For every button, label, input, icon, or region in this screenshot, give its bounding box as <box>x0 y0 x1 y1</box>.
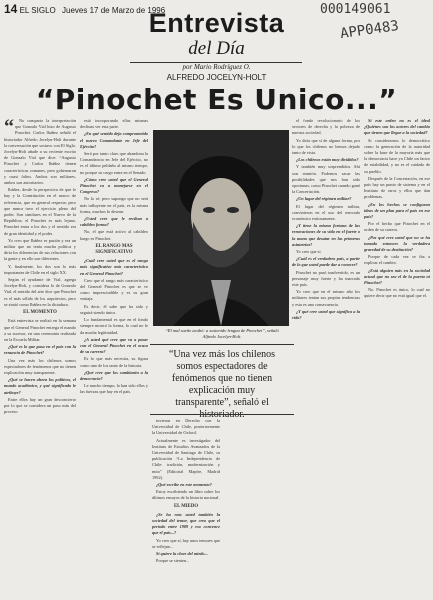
interviewee-name: ALFREDO JOCELYN-HOLT <box>166 73 267 82</box>
paragraph: Estoy escribiendo un libro sobre los últimos ensayos de la historia nacional. <box>152 489 220 501</box>
paragraph: Lo fundamental es que en el fondo siempre mostró la forma, lo cual no le da mucha legitimidad. <box>80 317 148 335</box>
paragraph: No comparto la interpretación que Gonzalo Vial hizo de Augusto Pinochet. Carlos Ibáñez señaló el historiador Alfredo Jocelyn-Holt durante la conversación que sostuvo con El Siglo. Jocelyn-Holt añade a su reciente escrito de Gonzalo Vial que dice: “Augusto Pinochet y Carlos Ibáñez tienen características comunes, pero gobernaron y cuasi faltos. Ambos son militares, ambos son autoritarios. <box>4 118 76 186</box>
paragraph: Está entrevista se realizó en la semana que el General Pinochet entrega el mando a su sucesor, en una ceremonia realizada en la Escuela Militar. <box>4 318 76 342</box>
paragraph: Creo que el rango más característico del General Pinochet es que se ve como imprescindible y es su gran ventaja. <box>80 277 148 302</box>
column-1 <box>4 118 76 596</box>
handwritten-code: APP0483 <box>339 17 400 43</box>
paragraph: Yo creo que Ibáñez es pasión y era un militar que no tenía mucha política y diría los diferencias de sus relaciones con la gente y en ello son diferentes. <box>4 237 76 262</box>
issue-date: Jueves 17 de Marzo de 1996 <box>62 6 166 15</box>
interview-question: ¿Un lugar del régimen militar? <box>296 196 352 202</box>
subheading: EL MOMENTO <box>23 310 57 316</box>
paragraph: Yo creo que sí. <box>296 249 322 255</box>
paragraph: Pinochet no pasó inadvertido, es un personaje muy fuerte y ha marcado este país. <box>292 269 360 288</box>
interview-question: Si este orden no es el ideal ¿Quiénes son los actores del cambio que tienen que llegar a la sociedad? <box>364 118 430 136</box>
archive-stamp: 000149061 <box>320 2 391 17</box>
column-2 <box>80 118 148 596</box>
column-4 <box>292 118 360 596</box>
interview-question: ¿En qué sentido deja comprometido el nuevo Comandante en Jefe del Ejército? <box>80 131 148 149</box>
paragraph: Yo creo que sí, hay unos temores que se reflejan... <box>152 537 220 549</box>
interview-question: ¿Y tiene la misma fortuna de las renovaciones de su vida en el fuerte o la mano que desatar en las primeras asimetrías? <box>292 223 360 247</box>
paragraph: Actualmente es investigador del Instituto de Estudios Avanzados de la Universidad de Santiago de Chile, su publicación “La Independencia de Chile: tradición, modernización y mito” (Editorial Mapfre, Madrid 1992). <box>152 437 220 480</box>
interview-question: ¿Cuál es el verdadero país, a partir de lo que usted puede dar a conocer? <box>292 256 360 268</box>
interview-question: ¿Cómo cree usted que el General Pinochet va a manejarse en el Congreso? <box>80 176 148 195</box>
column-2-body <box>80 118 148 396</box>
paragraph: Y, finalmente, los dos son lo más importantes de Chile en el siglo XX. <box>4 263 76 275</box>
paragraph: El lugar del régimen militar, convinieron en el uso del mercado económico exitosamente. <box>292 203 360 222</box>
interview-question: ¿Se ha roto usted también la sociedad del temor, que creo que el período entre 1989 y eso convence que el país...? <box>152 511 220 536</box>
interview-question: ¿Y qué cree usted que significa a la vida? <box>292 308 360 321</box>
column-3 <box>152 418 220 596</box>
interview-question: ¿Qué es lo que pasa en el país con la renuncia de Pinochet? <box>4 344 76 356</box>
paragraph: Yo creo que en el mismo año los militares tenían sus propias tendencias y esta es una consecuencia. <box>292 289 360 307</box>
subheading: EL MIEDO <box>173 503 199 509</box>
photo-caption: “El mal sueño acabó: a sostenido lengua de Pinochet”, señaló Alfredo Jocelyn-Holt. <box>165 328 279 339</box>
portrait-illustration <box>153 130 289 326</box>
paragraph: Una vez más los chilenos somos espectadores de fenómenos que no tienen explicación muy transparente. <box>4 357 76 375</box>
section-title: Entrevista <box>148 8 285 38</box>
pullquote-bottom-rule <box>150 414 294 415</box>
paragraph: Si consideramos lo democrático como la generación de la autoridad sobre la base de la mayoría más que la democracia hace ya Chile un factor de estabilidad, y no es el cuidado de su pueblo. <box>364 137 430 174</box>
interview-question: ¿Qué escribe en este momento? <box>156 482 212 488</box>
paragraph: Es decir, él sabe que ha sido y seguirá siendo único. <box>80 303 148 315</box>
portrait-photo <box>153 130 289 326</box>
paragraph: Le mucho tiempo, lo han sido ellos y las fuerzas que hay en el país. <box>80 383 148 395</box>
interview-question: ¿A usted qué cree que va a pasar con el General Pinochet en el ocaso de su carrera? <box>80 336 148 355</box>
interview-question: ¿Usted cree que le reciban a cabildeo forma? <box>80 216 148 228</box>
column-5 <box>364 118 430 596</box>
paragraph: Será por tanto claro que abandona la Comandancia en Jefe del Ejército, no es el último peldaño al mismo tiempo, no porque su cargo entra en el Senado. <box>80 151 148 175</box>
byline: por Mario Rodríguez O. <box>182 63 251 71</box>
interview-question: ¿Los chilenos están muy divididos? <box>296 157 359 163</box>
interview-question: ¿Qué se hacen ahora los políticos, el mundo académico, y qué significado le atribuye? <box>4 377 76 395</box>
column-4-body <box>292 118 360 321</box>
paragraph: Según el ayudante de Vial, agrega Jocelyn-Holt, y considera lo de Gonzalo Vial, el sentido del arte dice que Pinochet es el más sólido de los arquitectos, pero se sintió como Ibáñez en la dictadura. <box>4 277 76 307</box>
interview-question: ¿Por qué cree usted que no se ha tomado entonces la verdadera gravedad de su destitución? <box>364 234 430 253</box>
pull-quote: “Una vez más los chilenos somos espectadores de fenómenos que no tienen explicación muy transparente”, señaló el <box>168 349 276 408</box>
headline: “Pinochet Es Unico...” <box>35 83 398 116</box>
column-1-body <box>4 118 76 415</box>
section-subtitle: del Día <box>188 38 245 59</box>
paragraph: Ibáñez, desde la perspectiva de que le hay y la Constitución en el marco de referencia, que en general respecta; pero que nunca tuvo el ejercicio pleno del poder. Son similares en el Nuevo de la República; el Pinochet es más lejano. Pinochet entra a los dos y el sentido era de gran identidad y el poder. <box>4 187 76 236</box>
interview-question: ¿En los hechos se configuran ideas de un plan para el país en ese país? <box>364 201 430 220</box>
paragraph: Entre ellos hay un gran desconcierto por lo que se considera un paso más del proceso. <box>4 396 76 415</box>
paragraph: Es lo que más necesita, su figura como uno de los tanto de la historia. <box>80 356 148 368</box>
paragraph: Después de la Concertación, en ese país hay un punto de sistema y en el Instituto de otros y ellos que dan problemas. <box>364 175 430 200</box>
drop-quote-mark: “ <box>4 118 14 138</box>
subheading: EL RANGO MAS SIGNIFICATIVO <box>95 243 133 256</box>
interview-question: ¿Qué cree que los cambiarán a la democracia? <box>80 369 148 381</box>
paragraph: Yo diría que sí de alguna forma, por lo que los chilenos no hemos dejado tanto de vista. <box>292 137 360 156</box>
paragraph: el fondo revolucionario de los sectores de derecha y la pobreza de nuestra sociedad. <box>292 118 360 136</box>
column-5-body <box>364 118 430 300</box>
page-number: 14 <box>4 2 18 16</box>
paragraph: tuvieron en Derecho con la Universidad de Chile, posteriormente la Universidad de Oxford. <box>152 418 220 436</box>
paragraph: No. Pinochet es único, lo cual no quiere decir que no está igual que el. <box>364 287 430 299</box>
paragraph: No lo sé, pero supongo que no será más influyente en el país, es la misma forma, muchos lo desean. <box>80 196 148 214</box>
paragraph: Y también muy sorprendidos. Ahí son reunión. Podemos sacar las posibilidades que nos han sido oportunas, como Pinochet cuando ganó la Concertación. <box>292 164 360 195</box>
interview-question: ¿Está alguien más en la sociedad actual que no sea el de la puerta ni Pinochet? <box>364 267 430 286</box>
pullquote-top-rule <box>150 344 294 345</box>
column-3-body <box>152 418 220 564</box>
paragraph: Porque de cada vez se iba a explicar el cambio. <box>364 254 430 266</box>
paragraph: No, el que está activo al cabildeo luego es Pinochet. <box>80 229 148 241</box>
interview-question: ¿Cuál cree usted que es el rango más significativo más característico en el General Pinochet? <box>80 258 148 276</box>
paper-name: EL SIGLO <box>19 6 56 15</box>
interview-question: Si quiere la clave del miedo... <box>156 551 208 557</box>
paragraph: está incorporando ellas mismas declinas ver esta parte. <box>80 118 148 130</box>
column-3b <box>225 418 289 596</box>
paragraph: Por el hecho que Pinochet en el orden de su carrera. <box>364 221 430 233</box>
paragraph: Porque se sienten... <box>156 558 190 564</box>
